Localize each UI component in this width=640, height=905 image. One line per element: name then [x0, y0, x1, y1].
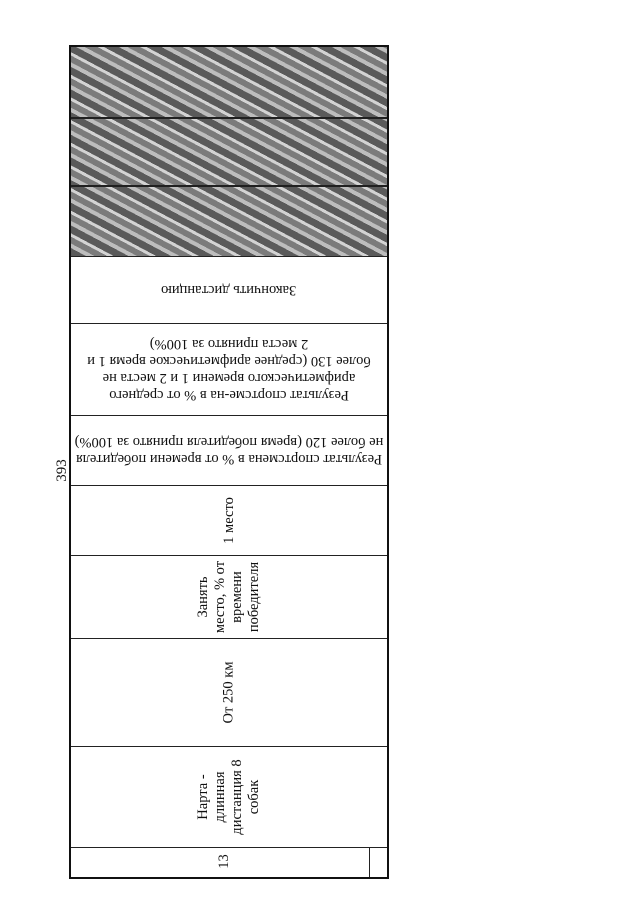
cell-distance: От 250 км: [220, 660, 237, 724]
cell-discipline: Нарта - длинная дистанция 8 собак: [195, 758, 262, 835]
shaded-empty-cells: [71, 47, 387, 256]
page-number: 393: [53, 458, 70, 482]
cell-result-winner: Результат спортсмена в % от времени победителя не более 120 (время победителя принято за 100%): [74, 434, 384, 467]
cell-first-place: 1 место: [220, 496, 237, 544]
cell-finish-distance: Закончить дистанцию: [161, 282, 297, 298]
shaded-cell-divider: [71, 117, 387, 119]
cell-take-place: Занять место, % от времени победителя: [195, 560, 262, 633]
cell-result-average: Результат спортсме-на в % от среднего арифметического времени 1 и 2 места не более 130 (среднее арифметическое время 1 и 2 места принято за 100%): [87, 336, 371, 403]
requirements-table: [69, 45, 389, 879]
shaded-cell-divider: [71, 185, 387, 187]
cell-row-number: 13: [215, 854, 232, 869]
